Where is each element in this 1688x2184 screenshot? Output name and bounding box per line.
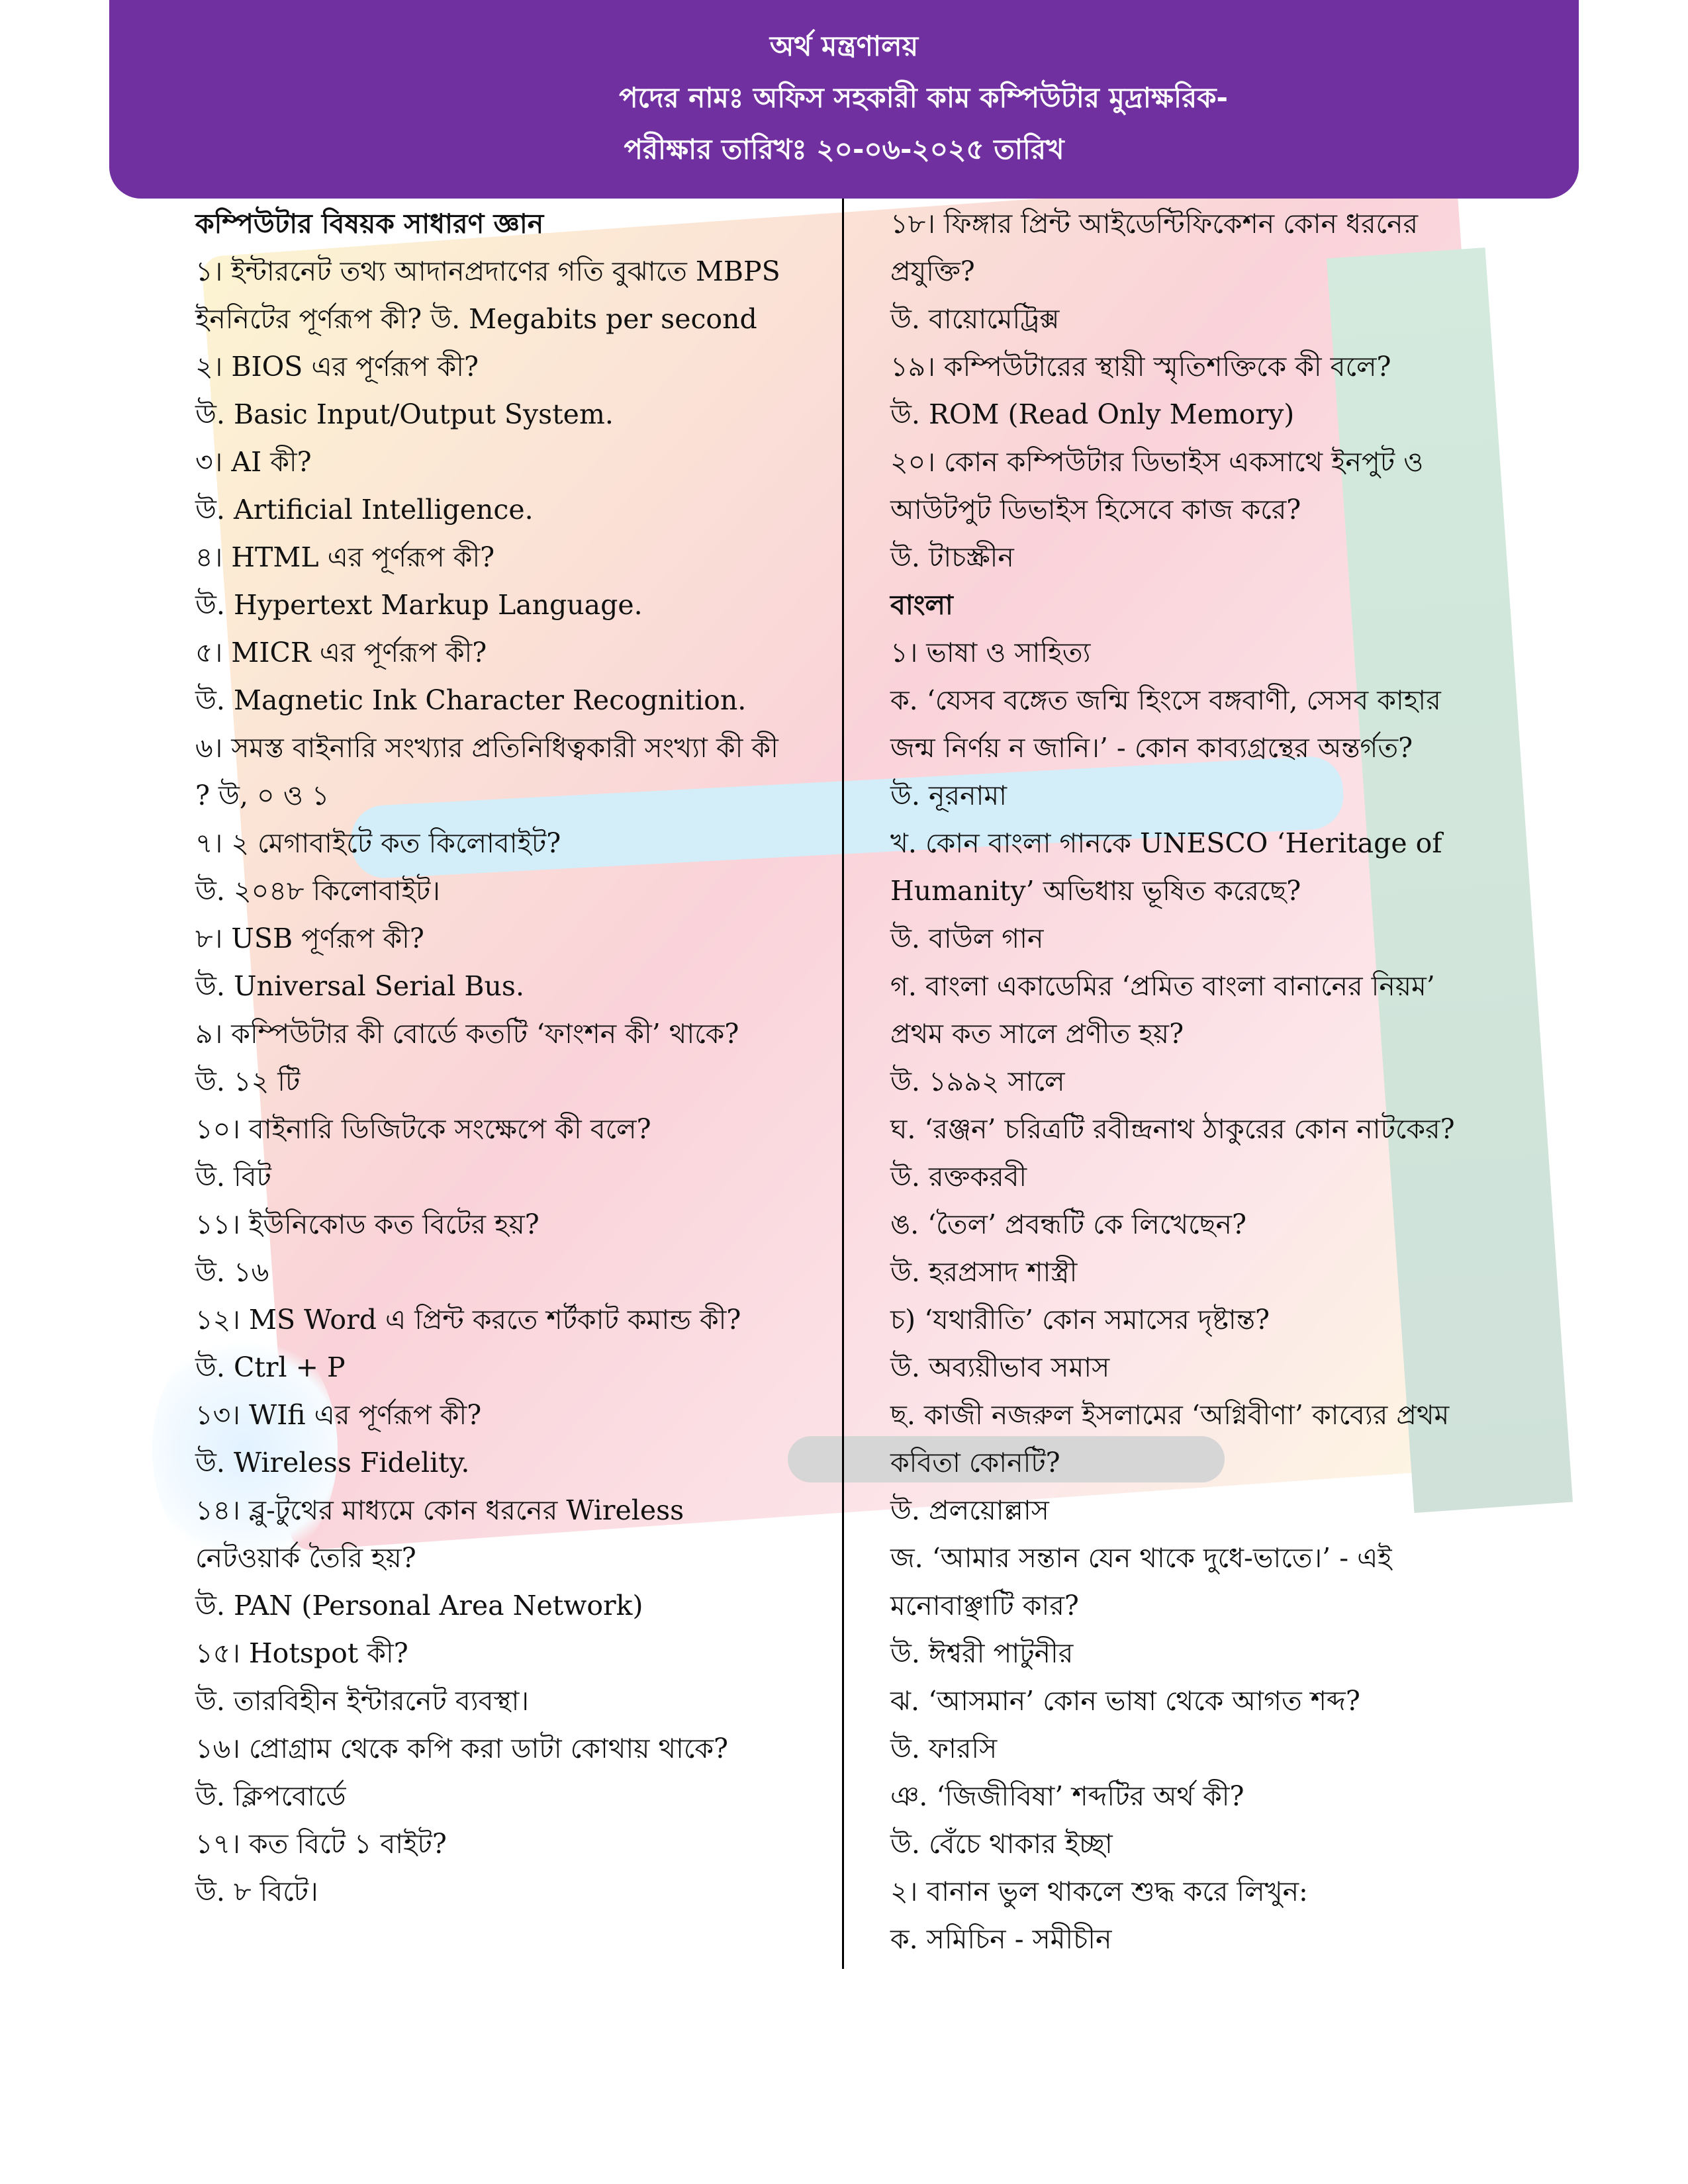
text-line: উ. ৮ বিটে।: [195, 1876, 318, 1907]
text-line: উ. নূরনামা: [890, 780, 1008, 811]
right-column: [890, 200, 1552, 1963]
text-line: উ. ঈশ্বরী পাটুনীর: [890, 1637, 1074, 1669]
text-line: ঘ. ‘রঞ্জন’ চরিত্রটি রবীন্দ্রনাথ ঠাকুরের কোন নাটকের?: [890, 1113, 1455, 1145]
text-line: জ. ‘আমার সন্তান যেন থাকে দুধে-ভাতে।’ - এই: [890, 1542, 1392, 1574]
text-line: উ. Hypertext Markup Language.: [195, 589, 643, 621]
text-line: আউটপুট ডিভাইস হিসেবে কাজ করে?: [890, 494, 1301, 525]
text-line: উ. ২০৪৮ কিলোবাইট।: [195, 875, 440, 907]
text-line: উ. ১৬: [195, 1256, 269, 1288]
text-line: ২। বানান ভুল থাকলে শুদ্ধ করে লিখুন:: [890, 1876, 1308, 1907]
text-line: ক. ‘যেসব বঙ্গেত জন্মি হিংসে বঙ্গবাণী, সেসব কাহার: [890, 684, 1441, 716]
text-line: ১৩। WIfi এর পূর্ণরূপ কী?: [195, 1399, 482, 1431]
text-line: মনোবাঞ্ছাটি কার?: [890, 1590, 1079, 1621]
text-line: উ. Universal Serial Bus.: [195, 970, 524, 1002]
text-line: ৪। HTML এর পূর্ণরূপ কী?: [195, 541, 495, 573]
text-line: জন্ম নির্ণয় ন জানি।’ - কোন কাব্যগ্রন্থের অন্তর্গত?: [890, 732, 1413, 764]
post-name: পদের নামঃ অফিস সহকারী কাম কম্পিউটার মুদ্রাক্ষরিক-: [619, 81, 1228, 114]
text-line: উ. Wireless Fidelity.: [195, 1447, 470, 1479]
text-line: ঝ. ‘আসমান’ কোন ভাষা থেকে আগত শব্দ?: [890, 1685, 1360, 1717]
text-line: উ. Magnetic Ink Character Recognition.: [195, 684, 747, 716]
text-line: ঙ. ‘তৈল’ প্রবন্ধটি কে লিখেছেন?: [890, 1208, 1246, 1240]
text-line: ছ. কাজী নজরুল ইসলামের ‘অগ্নিবীণা’ কাব্যের প্রথম: [890, 1399, 1450, 1431]
text-line: উ. ক্লিপবোর্ডে: [195, 1780, 346, 1812]
text-line: ১। ইন্টারনেট তথ্য আদানপ্রদাণের গতি বুঝাতে MBPS: [195, 255, 780, 287]
text-line: উ. টাচস্ক্রীন: [890, 541, 1014, 573]
text-line: উ. বায়োমেট্রিক্স: [890, 303, 1060, 335]
text-line: ৩। AI কী?: [195, 446, 312, 478]
text-line: ১৪। ব্লু-টুথের মাধ্যমে কোন ধরনের Wireless: [195, 1494, 684, 1526]
section-heading: কম্পিউটার বিষয়ক সাধারণ জ্ঞান: [195, 208, 544, 240]
text-line: ১৯। কম্পিউটারের স্থায়ী স্মৃতিশক্তিকে কী বলে?: [890, 351, 1391, 383]
text-line: ঞ. ‘জিজীবিষা’ শব্দটির অর্থ কী?: [890, 1780, 1244, 1812]
text-line: উ. Artificial Intelligence.: [195, 494, 534, 525]
text-line: খ. কোন বাংলা গানকে UNESCO ‘Heritage of: [890, 827, 1442, 859]
text-line: ১০। বাইনারি ডিজিটকে সংক্ষেপে কী বলে?: [195, 1113, 651, 1145]
text-line: ১৬। প্রোগ্রাম থেকে কপি করা ডাটা কোথায় থাকে?: [195, 1733, 729, 1764]
text-line: প্রযুক্তি?: [890, 255, 975, 287]
exam-date: পরীক্ষার তারিখঃ ২০-০৬-২০২৫ তারিখ: [624, 133, 1064, 165]
section-heading: বাংলা: [890, 589, 953, 621]
text-line: ১৭। কত বিটে ১ বাইট?: [195, 1828, 447, 1860]
text-line: ক. সমিচিন - সমীচীন: [890, 1923, 1112, 1955]
text-line: উ. বেঁচে থাকার ইচ্ছা: [890, 1828, 1113, 1860]
text-line: উ. Basic Input/Output System.: [195, 398, 614, 430]
text-line: ১১। ইউনিকোড কত বিটের হয়?: [195, 1208, 539, 1240]
text-line: ১২। MS Word এ প্রিন্ট করতে শর্টকাট কমান্ড কী?: [195, 1304, 741, 1336]
text-line: উ. Ctrl + P: [195, 1351, 346, 1383]
text-line: উ. ১৯৯২ সালে: [890, 1066, 1065, 1097]
text-line: ২০। কোন কম্পিউটার ডিভাইস একসাথে ইনপুট ও: [890, 446, 1424, 478]
text-line: কবিতা কোনটি?: [890, 1447, 1060, 1479]
text-line: উ. PAN (Personal Area Network): [195, 1590, 643, 1621]
text-line: উ. বিট: [195, 1161, 271, 1193]
text-line: উ. হরপ্রসাদ শাস্ত্রী: [890, 1256, 1078, 1288]
text-line: ১৫। Hotspot কী?: [195, 1637, 408, 1669]
text-line: চ) ‘যথারীতি’ কোন সমাসের দৃষ্টান্ত?: [890, 1304, 1270, 1336]
page-header: [109, 0, 1579, 199]
text-line: ? উ, ০ ও ১: [195, 780, 330, 811]
text-line: উ. ফারসি: [890, 1733, 998, 1764]
text-line: উ. ROM (Read Only Memory): [890, 398, 1295, 430]
text-line: প্রথম কত সালে প্রণীত হয়?: [890, 1018, 1184, 1050]
text-line: ৬। সমস্ত বাইনারি সংখ্যার প্রতিনিধিত্বকারী সংখ্যা কী কী: [195, 732, 778, 764]
ministry-title: অর্থ মন্ত্রণালয়: [769, 30, 919, 62]
text-line: ৯। কম্পিউটার কী বোর্ডে কতটি ‘ফাংশন কী’ থাকে?: [195, 1018, 739, 1050]
left-column: [195, 200, 831, 1915]
column-divider: [842, 199, 844, 1969]
text-line: উ. তারবিহীন ইন্টারনেট ব্যবস্থা।: [195, 1685, 530, 1717]
text-line: ১। ভাষা ও সাহিত্য: [890, 637, 1091, 668]
text-line: ইননিটের পূর্ণরূপ কী? উ. Megabits per second: [195, 303, 757, 335]
text-line: ৭। ২ মেগাবাইটে কত কিলোবাইট?: [195, 827, 561, 859]
text-line: ৮। USB পূর্ণরূপ কী?: [195, 923, 424, 954]
text-line: ৫। MICR এর পূর্ণরূপ কী?: [195, 637, 487, 668]
text-line: ২। BIOS এর পূর্ণরূপ কী?: [195, 351, 479, 383]
text-line: উ. রক্তকরবী: [890, 1161, 1027, 1193]
text-line: নেটওয়ার্ক তৈরি হয়?: [195, 1542, 416, 1574]
text-line: গ. বাংলা একাডেমির ‘প্রমিত বাংলা বানানের নিয়ম’: [890, 970, 1435, 1002]
text-line: উ. বাউল গান: [890, 923, 1044, 954]
text-line: উ. প্রলয়োল্লাস: [890, 1494, 1049, 1526]
text-line: ১৮। ফিঙ্গার প্রিন্ট আইডেন্টিফিকেশন কোন ধরনের: [890, 208, 1419, 240]
text-line: Humanity’ অভিধায় ভূষিত করেছে?: [890, 875, 1301, 907]
text-line: উ. ১২ টি: [195, 1066, 301, 1097]
text-line: উ. অব্যয়ীভাব সমাস: [890, 1351, 1110, 1383]
